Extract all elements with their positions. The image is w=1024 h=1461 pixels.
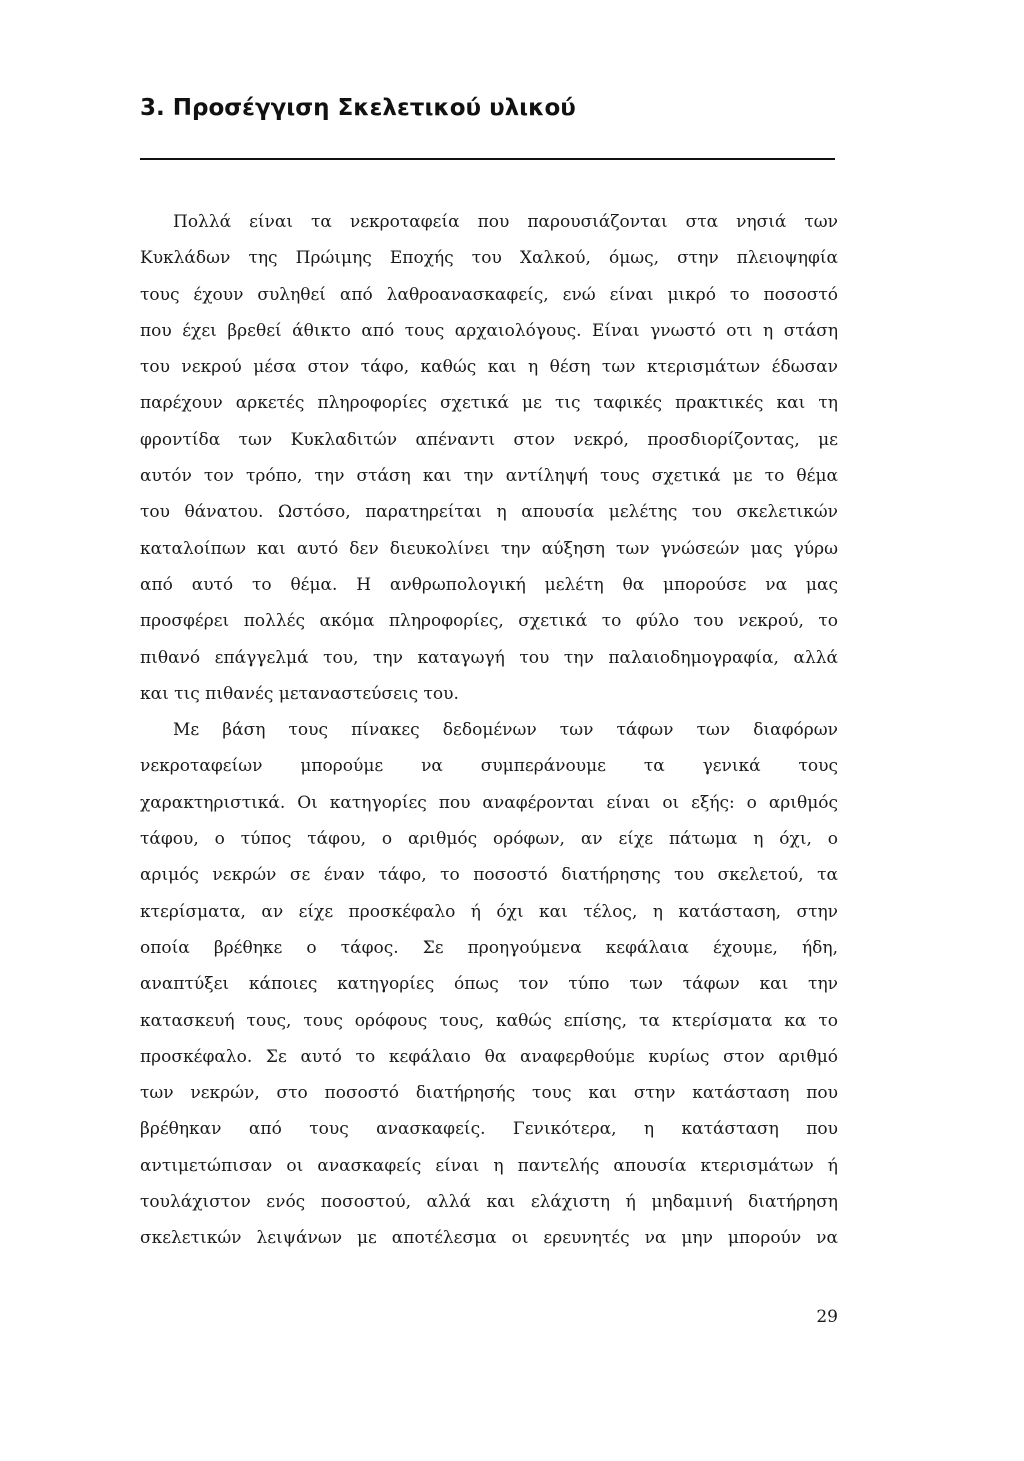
text-line: τους έχουν συληθεί από λαθροανασκαφείς, ενώ είναι μικρό το ποσοστό — [140, 284, 838, 305]
text-line: φροντίδα των Κυκλαδιτών απέναντι στον νεκρό, προσδιορίζοντας, με — [140, 429, 838, 450]
text-line: Πολλά είναι τα νεκροταφεία που παρουσιάζονται στα νησιά των — [173, 212, 838, 232]
text-line: αντιμετώπισαν οι ανασκαφείς είναι η παντελής απουσία κτερισμάτων ή — [140, 1155, 838, 1176]
text-line: νεκροταφείων μπορούμε να συμπεράνουμε τα γενικά τους — [140, 756, 838, 777]
text-line: αναπτύξει κάποιες κατηγορίες όπως τον τύπο των τάφων και την — [140, 974, 838, 995]
body-text — [140, 204, 838, 1257]
text-line: οποία βρέθηκε ο τάφος. Σε προηγούμενα κεφάλαια έχουμε, ήδη, — [140, 937, 838, 958]
text-line: Με βάση τους πίνακες δεδομένων των τάφων των διαφόρων — [173, 720, 838, 741]
text-line: σκελετικών λειψάνων με αποτέλεσμα οι ερευνητές να μην μπορούν να — [140, 1228, 838, 1249]
text-line: βρέθηκαν από τους ανασκαφείς. Γενικότερα, η κατάσταση που — [140, 1119, 838, 1140]
text-line: από αυτό το θέμα. Η ανθρωπολογική μελέτη θα μπορούσε να μας — [140, 574, 838, 595]
text-line: χαρακτηριστικά. Οι κατηγορίες που αναφέρονται είναι οι εξής: ο αριθμός — [140, 792, 838, 813]
text-line: κατασκευή τους, τους ορόφους τους, καθώς επίσης, τα κτερίσματα κα το — [140, 1010, 838, 1031]
text-line: τάφου, ο τύπος τάφου, ο αριθμός ορόφων, αν είχε πάτωμα η όχι, ο — [140, 829, 838, 850]
text-line: προσφέρει πολλές ακόμα πληροφορίες, σχετικά το φύλο του νεκρού, το — [140, 611, 838, 632]
text-line: του θάνατου. Ωστόσο, παρατηρείται η απουσία μελέτης του σκελετικών — [140, 502, 838, 523]
text-line: αριμός νεκρών σε έναν τάφο, το ποσοστό διατήρησης του σκελετού, τα — [140, 865, 838, 886]
text-line: κτερίσματα, αν είχε προσκέφαλο ή όχι και τέλος, η κατάσταση, στην — [140, 901, 838, 922]
text-line: προσκέφαλο. Σε αυτό το κεφάλαιο θα αναφερθούμε κυρίως στον αριθμό — [140, 1046, 838, 1067]
page-number: 29 — [816, 1307, 838, 1327]
text-line: που έχει βρεθεί άθικτο από τους αρχαιολόγους. Είναι γνωστό οτι η στάση — [140, 320, 838, 341]
text-line: και τις πιθανές μεταναστεύσεις του. — [140, 683, 459, 704]
heading-divider — [140, 158, 835, 160]
text-line: πιθανό επάγγελμά του, την καταγωγή του την παλαιοδημογραφία, αλλά — [140, 647, 838, 668]
text-line: καταλοίπων και αυτό δεν διευκολίνει την αύξηση των γνώσεών μας γύρω — [140, 538, 838, 559]
text-line: αυτόν τον τρόπο, την στάση και την αντίληψή τους σχετικά με το θέμα — [140, 466, 838, 487]
text-line: των νεκρών, στο ποσοστό διατήρησής τους και στην κατάσταση που — [140, 1083, 838, 1104]
text-line: παρέχουν αρκετές πληροφορίες σχετικά με τις ταφικές πρακτικές και τη — [140, 393, 838, 414]
text-line: τουλάχιστον ενός ποσοστού, αλλά και ελάχιστη ή μηδαμινή διατήρηση — [140, 1192, 838, 1213]
section-heading: 3. Προσέγγιση Σκελετικού υλικού — [140, 95, 576, 121]
text-line: του νεκρού μέσα στον τάφο, καθώς και η θέση των κτερισμάτων έδωσαν — [140, 357, 838, 378]
text-line: Κυκλάδων της Πρώιμης Εποχής του Χαλκού, όμως, στην πλειοψηφία — [140, 248, 838, 269]
